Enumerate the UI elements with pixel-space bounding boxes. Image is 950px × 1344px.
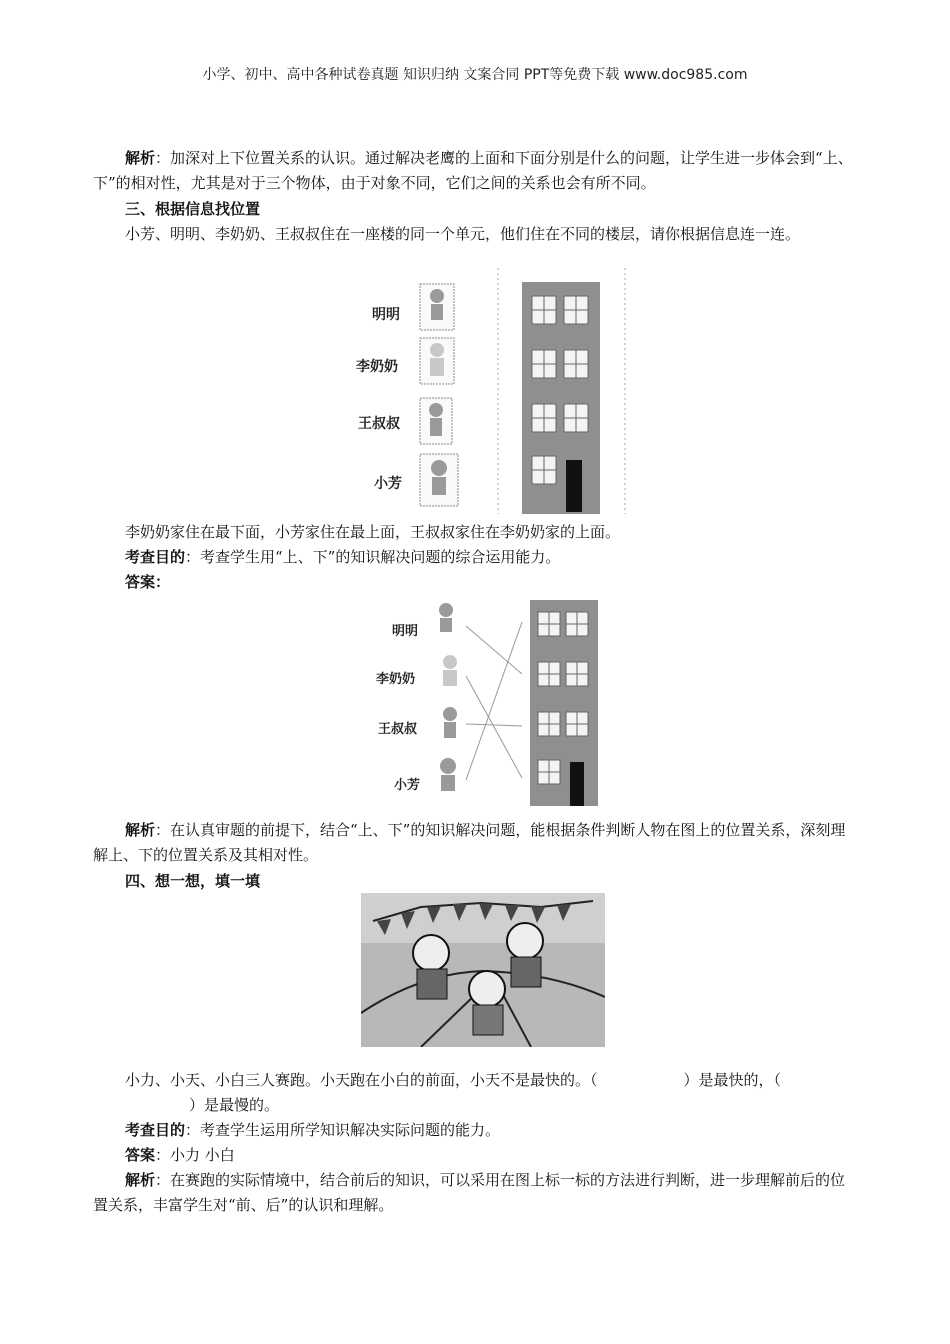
answer-text: ：小力 小白 [155, 1146, 235, 1164]
section-3-answer [93, 570, 857, 595]
answer-label: 答案 [125, 1146, 156, 1164]
analysis-label: 解析 [125, 821, 156, 839]
question-part-b: ）是最快的，（ [683, 1071, 782, 1089]
figure-label-xiaofang: 小芳 [374, 476, 402, 492]
section-3-info: 李奶奶家住在最下面，小芳家住在最上面，王叔叔家住在李奶奶家的上面。 [125, 523, 621, 541]
race-drawing [361, 893, 605, 1047]
question-part-a: 小力、小天、小白三人赛跑。小天跑在小白的前面，小天不是最快的。（ [125, 1071, 598, 1089]
answer-label-mingming: 明明 [392, 624, 419, 639]
building-illustration [350, 268, 630, 514]
section-4-analysis [93, 1168, 857, 1218]
answer-label-wang-shushu: 王叔叔 [378, 722, 418, 737]
page-header: 小学、初中、高中各种试卷真题 知识归纳 文案合同 PPT等免费下载 www.doc985.com [202, 67, 748, 83]
analysis-label: 解析 [125, 149, 156, 167]
section-3-question: 小芳、明明、李奶奶、王叔叔住在一座楼的同一个单元，他们住在不同的楼层，请你根据信息连一连。 [125, 225, 801, 243]
purpose-label: 考查目的 [125, 548, 186, 566]
race-illustration [361, 893, 605, 1047]
analysis-text: ：在认真审题的前提下，结合“上、下”的知识解决问题，能根据条件判断人物在图上的位置关系，深刻理解上、下的位置关系及其相对性。 [93, 821, 846, 864]
building-figure-question [350, 268, 630, 514]
answer-label-xiaofang: 小芳 [394, 778, 421, 793]
answer-colon: ： [155, 573, 171, 591]
section-4-title: 四、想一想，填一填 [125, 872, 261, 890]
section-4-answer [93, 1143, 857, 1168]
analysis-text: ：在赛跑的实际情境中，结合前后的知识，可以采用在图上标一标的方法进行判断，进一步理解前后的位置关系，丰富学生对“前、后”的认识和理解。 [93, 1171, 846, 1214]
section-3-purpose [93, 545, 857, 570]
section-4-question [93, 1068, 857, 1118]
answer-illustration [370, 598, 602, 808]
analysis-label: 解析 [125, 1171, 156, 1189]
section-4-purpose [93, 1118, 857, 1143]
purpose-text: ：考查学生用“上、下”的知识解决问题的综合运用能力。 [185, 548, 561, 566]
purpose-text: ：考查学生运用所学知识解决实际问题的能力。 [185, 1121, 501, 1139]
section-3-title: 三、根据信息找位置 [125, 200, 261, 218]
figure-label-wang-shushu: 王叔叔 [358, 416, 400, 432]
section-3-analysis [93, 818, 857, 868]
purpose-label: 考查目的 [125, 1121, 186, 1139]
building-figure-answer [370, 598, 602, 808]
answer-label: 答案 [125, 573, 156, 591]
figure-label-mingming: 明明 [372, 307, 400, 323]
analysis-paragraph-1 [93, 146, 857, 196]
question-part-c: ）是最慢的。 [189, 1096, 280, 1114]
figure-label-li-nainai: 李奶奶 [356, 359, 398, 375]
analysis-text: ：加深对上下位置关系的认识。通过解决老鹰的上面和下面分别是什么的问题，让学生进一步体会到“上、下”的相对性，尤其是对于三个物体，由于对象不同，它们之间的关系也会有所不同。 [93, 149, 853, 192]
answer-label-li-nainai: 李奶奶 [376, 672, 416, 687]
